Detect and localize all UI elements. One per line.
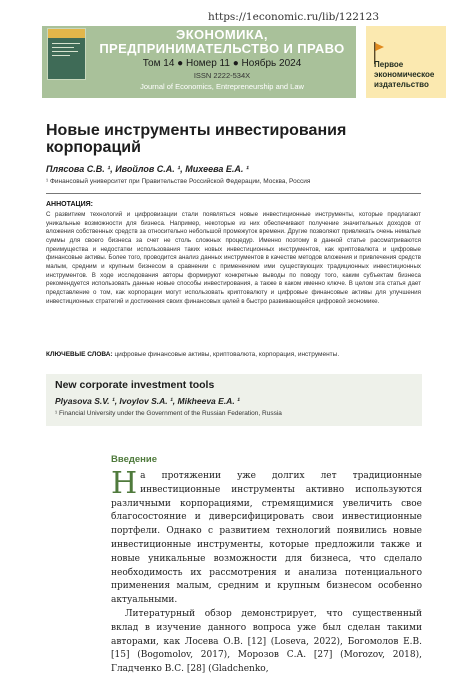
article-affiliation: ¹ Финансовый университет при Правительстве Российской Федерации, Москва, Россия xyxy=(46,178,311,185)
intro-body xyxy=(111,466,422,677)
keywords-text: цифровые финансовые активы, криптовалюта, корпорация, инструменты. xyxy=(114,351,340,358)
drop-cap: Н xyxy=(111,466,138,501)
keywords-label: КЛЮЧЕВЫЕ СЛОВА: xyxy=(46,351,113,358)
english-affiliation: ¹ Financial University under the Government of the Russian Federation, Russia xyxy=(55,410,282,417)
abstract-heading: АННОТАЦИЯ: xyxy=(46,201,94,208)
journal-title: ЭКОНОМИКА, ПРЕДПРИНИМАТЕЛЬСТВО И ПРАВО xyxy=(99,27,345,56)
journal-issue: Том 14 ● Номер 11 ● Ноябрь 2024 xyxy=(142,58,302,69)
english-title: New corporate investment tools xyxy=(55,379,215,391)
keywords xyxy=(46,351,421,358)
divider xyxy=(46,193,421,194)
article-title: Новые инструменты инвестирования корпораций xyxy=(46,122,347,156)
article-authors: Плясова С.В. ¹, Ивойлов С.А. ¹, Михеева Е.А. ¹ xyxy=(46,164,249,174)
intro-heading: Введение xyxy=(111,454,158,465)
english-authors: Plyasova S.V. ¹, Ivoylov S.A. ¹, Mikheeva E.A. ¹ xyxy=(55,396,240,406)
intro-paragraph-1: а протяжении уже долгих лет традиционные инвестиционные инструменты активно используются различными корпорациями, стремящимися увеличить свое благосостояние и диверсифицировать свои инвестиционные портфели. Однако с развитием технологий появились новые инвестиционные инструменты, которые предложили также и новые уникальные возможности для бизнеса, что сделало необходимость их рассмотрения и анализа потенциального применения малым, средним и крупным бизнесом особенно актуальными. xyxy=(111,471,422,606)
article-url[interactable]: https://1economic.ru/lib/122123 xyxy=(208,11,380,23)
journal-cover-thumbnail xyxy=(47,28,86,80)
intro-paragraph-2: Литературный обзор демонстрирует, что существенный вклад в изучение данного вопроса уже был сделан такими авторами, как Лосева О.В. [12] (Loseva, 2022), Богомолов Е.В. [15] (Bogomolov, 2017), Морозов С.А. [27] (Morozov, 2018), Гладченко В.С. [28] (Gladchenko, xyxy=(111,608,422,675)
journal-issn: ISSN 2222-534X xyxy=(193,71,251,80)
abstract-text: С развитием технологий и цифровизации стали появляться новые инвестиционные инструменты, которые предлагают уникальные возможности для бизнеса. Например, некоторые из них обеспечивают получение значительных доходов от вложения собственных средств за относительно небольшой промежуток времени. Другие позволяют привлекать очень немалые суммы для своего бизнеса за счет не столь сложных процедур. Именно поэтому в данной статье рассматриваются преимущества и недостатки использования таких новых инвестиционных инструментов, как криптовалюта и цифровые финансовые активы. Более того, проводится анализ данных инструментов в качестве методов вложения и привлечения средств малым, средним и крупным бизнесом в сравнении с применением ими существующих традиционных инвестиционных инструментов. В ходе исследования авторы формируют конкретные выводы по поводу того, каким субъектам бизнеса рекомендуется использовать данные новые способы инвестирования, а также в каком именно ключе. В целом эта статья дает представление о том, как корпорации могут использовать криптовалюту и цифровые финансовые активы для улучшения инвестиционных стратегий и достижения своих финансовых целей в быстро развивающейся цифровой экономике. xyxy=(46,211,421,305)
journal-english-title: Journal of Economics, Entrepreneurship and Law xyxy=(140,82,304,91)
publisher-badge-text: Первое экономическое издательство xyxy=(374,60,435,89)
